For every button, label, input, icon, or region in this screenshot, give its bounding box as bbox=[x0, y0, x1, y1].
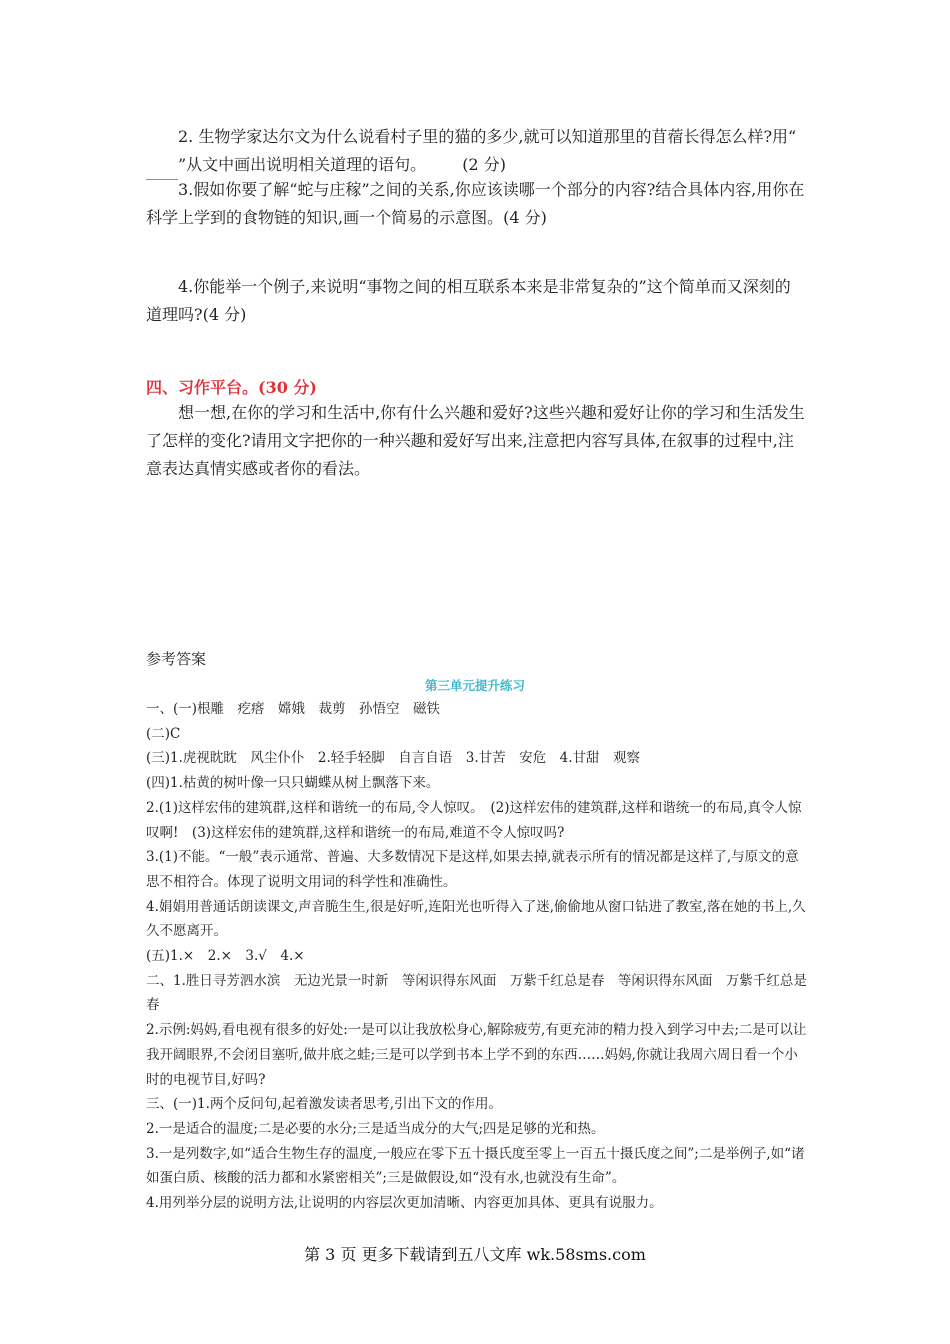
question-2 bbox=[146, 123, 806, 180]
answers-list bbox=[146, 697, 808, 1216]
answer-line: (五)1.× 2.× 3.√ 4.× bbox=[146, 948, 305, 965]
answer-line: 2.(1)这样宏伟的建筑群,这样和谐统一的布局,令人惊叹。 (2)这样宏伟的建筑群,这样和谐统一的布局,真令人惊叹啊! (3)这样宏伟的建筑群,这样和谐统一的布局,难道不令人惊叹吗? bbox=[146, 799, 802, 841]
question-2-points: (2 分) bbox=[462, 155, 506, 174]
section-4-title: 四、习作平台。(30 分) bbox=[146, 378, 317, 397]
answer-line: (四)1.枯黄的树叶像一只只蝴蝶从树上飘落下来。 bbox=[146, 775, 440, 792]
answer-line: (二)C bbox=[146, 725, 181, 742]
answers-title: 第三单元提升练习 bbox=[424, 678, 525, 693]
question-2-text-end: ”从文中画出说明相关道理的语句。 bbox=[178, 155, 427, 174]
question-4: 4.你能举一个例子,来说明“事物之间的相互联系本来是非常复杂的”这个简单而又深刻的道理吗?(4 分) bbox=[146, 277, 791, 324]
answer-line: 3.一是列数字,如“适合生物生存的温度,一般应在零下五十摄氏度至零上一百五十摄氏度之间”;二是举例子,如“诸如蛋白质、核酸的活力都和水紧密相关”;三是做假设,如“没有水,也就没有生命”。 bbox=[146, 1145, 805, 1187]
answer-line: 一、(一)根雕 疙瘩 嫦娥 裁剪 孙悟空 磁铁 bbox=[146, 701, 441, 717]
answer-line: 3.(1)不能。“一般”表示通常、普遍、大多数情况下是这样,如果去掉,就表示所有的情况都是这样了,与原文的意思不相符合。体现了说明文用词的科学性和准确性。 bbox=[146, 849, 799, 890]
answer-line: 4.用列举分层的说明方法,让说明的内容层次更加清晰、内容更加具体、更具有说服力。 bbox=[146, 1195, 663, 1212]
answer-line: 二、1.胜日寻芳泗水滨 无边光景一时新 等闲识得东风面 万紫千红总是春 等闲识得东风面 万紫千红总是春 bbox=[146, 972, 807, 1014]
answer-line: 4.娟娟用普通话朗读课文,声音脆生生,很是好听,连阳光也听得入了迷,偷偷地从窗口钻进了教室,落在她的书上,久久不愿离开。 bbox=[146, 898, 806, 940]
question-3: 3.假如你要了解“蛇与庄稼”之间的关系,你应该读哪一个部分的内容?结合具体内容,用你在科学上学到的食物链的知识,画一个简易的示意图。(4 分) bbox=[146, 180, 805, 227]
question-2-text-start: 2. 生物学家达尔文为什么说看村子里的猫的多少,就可以知道那里的苜蓿长得怎么样?用“ bbox=[178, 127, 797, 146]
answer-line: (三)1.虎视眈眈 风尘仆仆 2.轻手轻脚 自言自语 3.甘苦 安危 4.甘甜 观察 bbox=[146, 750, 641, 767]
answer-line: 2.示例:妈妈,看电视有很多的好处:一是可以让我放松身心,解除疲劳,有更充沛的精力投入到学习中去;二是可以让我开阔眼界,不会闭目塞听,做井底之蛙;三是可以学到书本上学不到的东西……妈妈,你就让我周六周日看一个小时的电视节目,好吗? bbox=[146, 1022, 807, 1088]
answer-line: 三、(一)1.两个反问句,起着激发读者思考,引出下文的作用。 bbox=[146, 1096, 502, 1113]
section-4-prompt: 想一想,在你的学习和生活中,你有什么兴趣和爱好?这些兴趣和爱好让你的学习和生活发生了怎样的变化?请用文字把你的一种兴趣和爱好写出来,注意把内容写具体,在叙事的过程中,注意表达真情实感或者你的看法。 bbox=[146, 403, 805, 478]
page-footer: 第 3 页 更多下载请到五八文库 wk.58sms.com bbox=[304, 1245, 646, 1264]
answers-heading: 参考答案 bbox=[146, 650, 207, 668]
answer-line: 2.一是适合的温度;二是必要的水分;三是适当成分的大气;四是足够的光和热。 bbox=[146, 1120, 605, 1137]
